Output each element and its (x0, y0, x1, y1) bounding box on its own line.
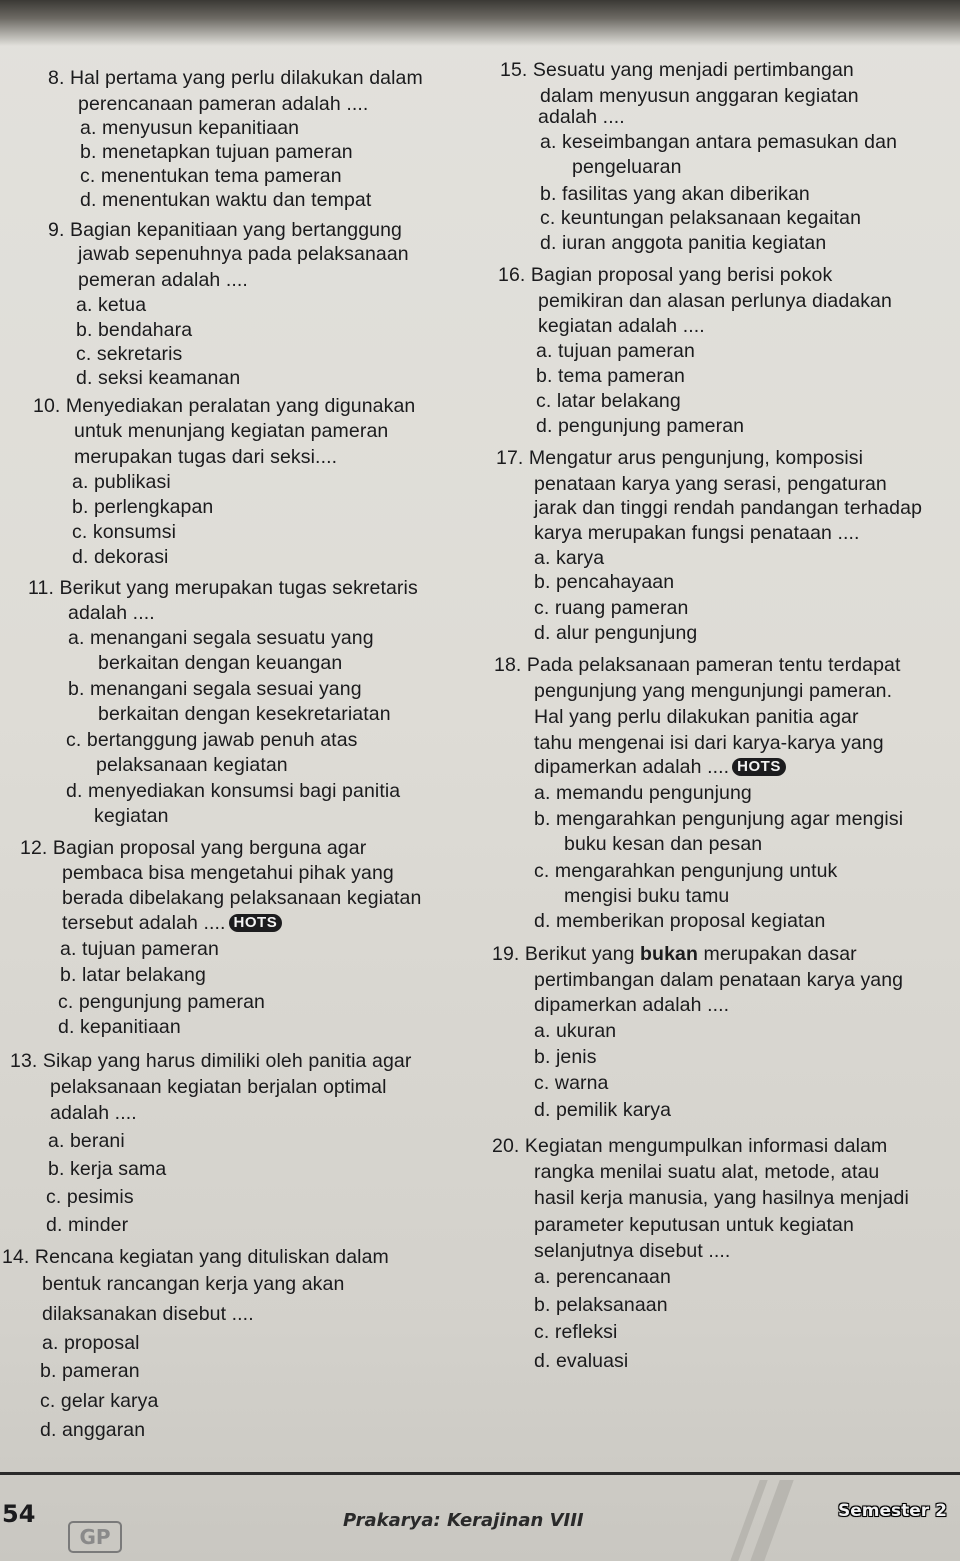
text-line (72, 545, 169, 569)
line-text: d. memberikan proposal kegiatan (534, 910, 826, 932)
line-text: c. ruang pameran (534, 597, 689, 619)
line-text: b. pelaksanaan (534, 1294, 668, 1316)
line-text: selanjutnya disebut .... (534, 1240, 731, 1262)
line-text: 11. Berikut yang merupakan tugas sekretaris (28, 577, 418, 599)
line-text: a. menangani segala sesuatu yang (68, 627, 374, 649)
text-line (564, 884, 729, 908)
line-text: d. anggaran (40, 1419, 146, 1441)
text-line (98, 702, 391, 726)
publisher-logo: GP (68, 1521, 122, 1553)
line-text: d. iuran anggota panitia kegiatan (540, 232, 827, 254)
text-line (68, 677, 362, 701)
text-line (60, 963, 206, 987)
text-line (534, 1213, 854, 1237)
text-line (534, 1265, 671, 1289)
text-line (572, 155, 682, 179)
line-text: a. karya (534, 547, 605, 569)
text-line (76, 293, 146, 317)
text-line (564, 832, 762, 856)
text-line (534, 596, 688, 620)
text-line (60, 937, 219, 961)
text-line (534, 993, 729, 1017)
text-line (536, 389, 681, 413)
line-text: c. pengunjung pameran (58, 991, 266, 1013)
text-line (534, 1349, 628, 1373)
text-line (80, 116, 299, 140)
line-text: a. ukuran (534, 1020, 617, 1042)
text-line (50, 1101, 137, 1125)
line-text: b. perlengkapan (72, 496, 214, 518)
line-text: 13. Sikap yang harus dimiliki oleh panitia agar (10, 1050, 412, 1072)
text-line (2, 1245, 389, 1269)
line-text: adalah .... (50, 1102, 137, 1124)
hots-badge: HOTS (732, 758, 786, 776)
text-line (58, 990, 265, 1014)
line-text: berada dibelakang pelaksanaan kegiatan (62, 887, 422, 909)
line-text: buku kesan dan pesan (564, 833, 763, 855)
line-text: pengeluaran (572, 156, 682, 178)
line-text: c. pesimis (46, 1186, 134, 1208)
text-line (78, 92, 368, 116)
text-line (534, 1071, 609, 1095)
line-text: b. menetapkan tujuan pameran (80, 141, 353, 163)
line-text: dalam menyusun anggaran kegiatan (540, 85, 859, 107)
line-text: a. perencanaan (534, 1266, 671, 1288)
text-line (534, 679, 892, 703)
line-text: 15. Sesuatu yang menjadi pertimbangan (500, 59, 854, 81)
line-text: 18. Pada pelaksanaan pameran tentu terdapat (494, 654, 901, 676)
text-line (10, 1049, 411, 1073)
text-line (48, 66, 423, 90)
text-line (534, 496, 922, 520)
line-text: kegiatan adalah .... (538, 315, 705, 337)
line-text: tersebut adalah .... (62, 912, 226, 934)
text-line (534, 1239, 730, 1263)
text-line (74, 445, 337, 469)
text-line (74, 419, 388, 443)
line-text: d. minder (46, 1214, 129, 1236)
line-text: pertimbangan dalam penataan karya yang (534, 969, 904, 991)
line-text: dilaksanakan disebut .... (42, 1303, 254, 1325)
line-text: a. tujuan pameran (536, 340, 695, 362)
line-text: pelaksanaan kegiatan berjalan optimal (50, 1076, 387, 1098)
line-text: c. mengarahkan pengunjung untuk (534, 860, 838, 882)
line-text: a. tujuan pameran (60, 938, 219, 960)
line-text: c. keuntungan pelaksanaan kegaitan (540, 207, 862, 229)
text-line (534, 1186, 909, 1210)
text-line (50, 1075, 387, 1099)
line-text: a. memandu pengunjung (534, 782, 752, 804)
text-line (46, 1213, 128, 1237)
line-text: dipamerkan adalah .... (534, 756, 730, 778)
text-line (66, 779, 400, 803)
text-line (492, 942, 857, 966)
text-line (534, 1320, 617, 1344)
text-line (534, 472, 887, 496)
text-line (80, 140, 353, 164)
line-text: b. jenis (534, 1046, 597, 1068)
text-line (538, 105, 625, 129)
line-text: 14. Rencana kegiatan yang dituliskan dalam (2, 1246, 389, 1268)
text-line (76, 342, 182, 366)
line-text: 12. Bagian proposal yang berguna agar (20, 837, 367, 859)
text-line (62, 911, 282, 935)
text-line (494, 653, 901, 677)
text-line (534, 807, 903, 831)
line-text: d. pemilik karya (534, 1099, 672, 1121)
line-text: c. gelar karya (40, 1390, 159, 1412)
line-text: pembaca bisa mengetahui pihak yang (62, 862, 394, 884)
text-line (540, 182, 810, 206)
text-line (500, 58, 854, 82)
line-text: b. pencahayaan (534, 571, 675, 593)
text-line (58, 1015, 181, 1039)
line-text: jawab sepenuhnya pada pelaksanaan (78, 243, 409, 265)
line-text: d. pengunjung pameran (536, 415, 745, 437)
text-line (96, 753, 288, 777)
line-text: a. ketua (76, 294, 147, 316)
line-text: rangka menilai suatu alat, metode, atau (534, 1161, 880, 1183)
text-line (536, 414, 744, 438)
line-text: b. fasilitas yang akan diberikan (540, 183, 810, 205)
line-text: dipamerkan adalah .... (534, 994, 730, 1016)
line-text: perencanaan pameran adalah .... (78, 93, 369, 115)
line-text: a. proposal (42, 1332, 140, 1354)
line-text: parameter keputusan untuk kegiatan (534, 1214, 854, 1236)
line-text: c. refleksi (534, 1321, 618, 1343)
line-text: pengunjung yang mengunjungi pameran. (534, 680, 893, 702)
text-line (534, 781, 752, 805)
line-text: 17. Mengatur arus pengunjung, komposisi (496, 447, 864, 469)
text-line (534, 705, 859, 729)
line-text: b. kerja sama (48, 1158, 167, 1180)
text-line (48, 1129, 125, 1153)
line-text: d. alur pengunjung (534, 622, 698, 644)
text-line (492, 1134, 887, 1158)
line-text: 9. Bagian kepanitiaan yang bertanggung (48, 219, 402, 241)
text-line (78, 268, 248, 292)
line-text: merupakan tugas dari seksi.... (74, 446, 338, 468)
text-line (534, 755, 786, 779)
hots-badge: HOTS (229, 914, 283, 932)
text-line (496, 446, 863, 470)
line-text: tahu mengenai isi dari karya-karya yang (534, 732, 884, 754)
text-line (33, 394, 415, 418)
text-line (68, 626, 374, 650)
line-text: c. sekretaris (76, 343, 183, 365)
text-line (62, 886, 421, 910)
text-line (40, 1418, 145, 1442)
text-line (40, 1389, 158, 1413)
text-line (534, 621, 697, 645)
text-line (498, 263, 832, 287)
text-line (42, 1272, 344, 1296)
line-text: mengisi buku tamu (564, 885, 730, 907)
line-text: pemeran adalah .... (78, 269, 248, 291)
line-text: hasil kerja manusia, yang hasilnya menjadi (534, 1187, 909, 1209)
text-line (540, 231, 826, 255)
line-text: karya merupakan fungsi penataan .... (534, 522, 860, 544)
line-text: a. berani (48, 1130, 125, 1152)
text-line (40, 1359, 140, 1383)
text-line (534, 968, 903, 992)
text-line (534, 1293, 668, 1317)
line-text: untuk menunjang kegiatan pameran (74, 420, 389, 442)
line-text: 20. Kegiatan mengumpulkan informasi dalam (492, 1135, 888, 1157)
semester-label: Semester 2 (838, 1501, 947, 1521)
text-line (534, 1045, 597, 1069)
line-text: kegiatan (94, 805, 169, 827)
line-text: a. publikasi (72, 471, 171, 493)
line-text: c. konsumsi (72, 521, 177, 543)
text-line (62, 861, 394, 885)
text-line (534, 731, 884, 755)
text-line (534, 546, 604, 570)
text-line (68, 601, 155, 625)
line-text: c. warna (534, 1072, 609, 1094)
line-text: berkaitan dengan kesekretariatan (98, 703, 391, 725)
text-line (42, 1302, 254, 1326)
text-line (534, 859, 837, 883)
line-text: c. bertanggung jawab penuh atas (66, 729, 358, 751)
text-line (536, 364, 685, 388)
text-line (94, 804, 169, 828)
text-line (48, 218, 402, 242)
text-line (20, 836, 366, 860)
text-line (540, 206, 861, 230)
line-text: penataan karya yang serasi, pengaturan (534, 473, 887, 495)
line-text: 19. Berikut yang bukan merupakan dasar (492, 943, 857, 965)
line-text: bentuk rancangan kerja yang akan (42, 1273, 345, 1295)
text-line (28, 576, 418, 600)
text-line (534, 1019, 616, 1043)
text-line (534, 909, 825, 933)
line-text: b. latar belakang (60, 964, 206, 986)
text-line (78, 242, 409, 266)
line-text: 10. Menyediakan peralatan yang digunakan (33, 395, 416, 417)
line-text: b. pameran (40, 1360, 140, 1382)
book-title: Prakarya: Kerajinan VIII (343, 1510, 584, 1531)
text-line (46, 1185, 134, 1209)
text-line (42, 1331, 140, 1355)
text-line (72, 520, 176, 544)
emphasis-word: bukan (640, 943, 698, 965)
line-text: b. tema pameran (536, 365, 685, 387)
text-line (80, 188, 371, 212)
line-text: 16. Bagian proposal yang berisi pokok (498, 264, 833, 286)
line-text: 8. Hal pertama yang perlu dilakukan dalam (48, 67, 423, 89)
text-line (534, 1098, 671, 1122)
line-text: pelaksanaan kegiatan (96, 754, 288, 776)
page-number: 54 (2, 1500, 36, 1528)
line-text: jarak dan tinggi rendah pandangan terhadap (534, 497, 923, 519)
text-line (534, 1160, 879, 1184)
top-shadow (0, 0, 960, 46)
text-line (76, 366, 240, 390)
line-text: adalah .... (538, 106, 625, 128)
text-line (72, 470, 171, 494)
line-text: d. evaluasi (534, 1350, 629, 1372)
text-line (538, 289, 892, 313)
text-line (48, 1157, 166, 1181)
line-text: adalah .... (68, 602, 155, 624)
text-line (72, 495, 213, 519)
text-line (540, 130, 897, 154)
line-text: c. menentukan tema pameran (80, 165, 342, 187)
line-text: d. kepanitiaan (58, 1016, 181, 1038)
text-line (534, 570, 674, 594)
line-text: b. bendahara (76, 319, 193, 341)
line-text: a. keseimbangan antara pemasukan dan (540, 131, 898, 153)
text-line (538, 314, 705, 338)
text-line (534, 521, 860, 545)
line-text: b. mengarahkan pengunjung agar mengisi (534, 808, 904, 830)
line-text: c. latar belakang (536, 390, 681, 412)
line-text: d. menentukan waktu dan tempat (80, 189, 372, 211)
line-text: d. seksi keamanan (76, 367, 241, 389)
line-text: Hal yang perlu dilakukan panitia agar (534, 706, 859, 728)
text-line (536, 339, 695, 363)
line-text: berkaitan dengan keuangan (98, 652, 343, 674)
line-text: d. menyediakan konsumsi bagi panitia (66, 780, 401, 802)
line-text: b. menangani segala sesuai yang (68, 678, 362, 700)
text-line (66, 728, 358, 752)
line-text: pemikiran dan alasan perlunya diadakan (538, 290, 892, 312)
text-line (98, 651, 342, 675)
text-line (76, 318, 192, 342)
footer-divider (0, 1472, 960, 1475)
line-text: a. menyusun kepanitiaan (80, 117, 300, 139)
line-text: d. dekorasi (72, 546, 169, 568)
text-line (80, 164, 342, 188)
